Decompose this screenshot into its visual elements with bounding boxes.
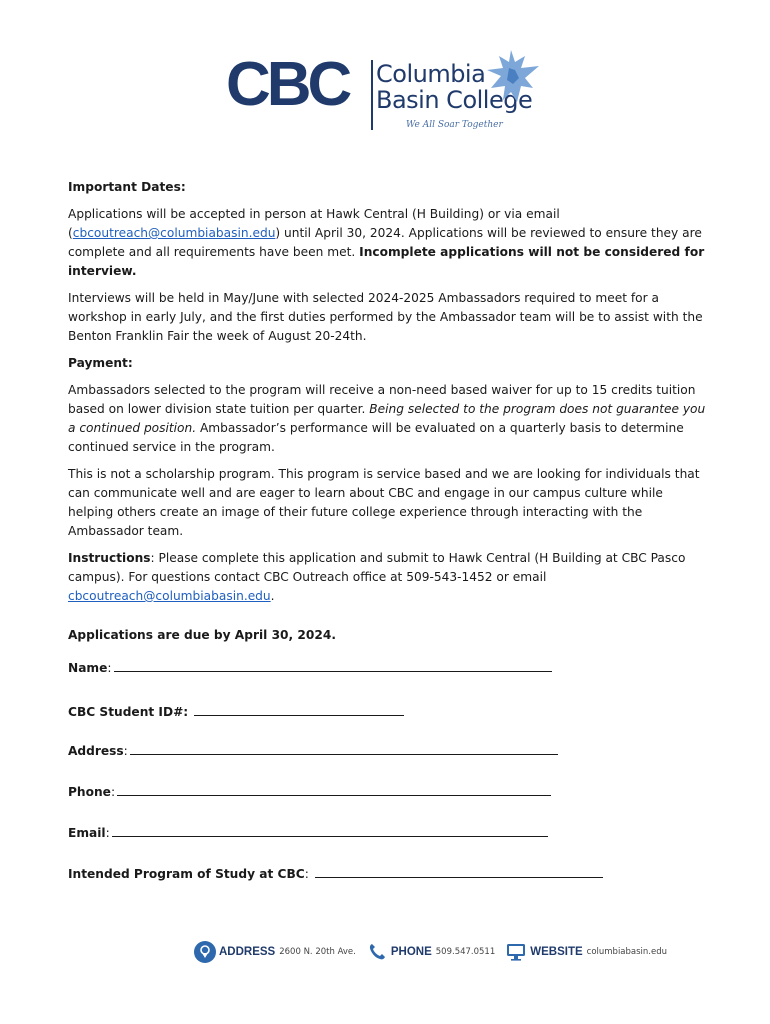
- footer-contact-bar: [194, 940, 677, 964]
- important-dates-paragraph-1: [68, 205, 708, 281]
- payment-heading: Payment:: [68, 356, 133, 370]
- colon: :: [110, 785, 116, 799]
- hawk-icon: [481, 48, 543, 118]
- colon: :: [304, 867, 309, 881]
- name-label: Name: [68, 661, 108, 675]
- incomplete-warning: Incomplete applications will not be considered for interview.: [68, 245, 705, 278]
- logo-name-line1: Columbia: [376, 60, 486, 88]
- footer-website-value[interactable]: columbiabasin.edu: [586, 947, 668, 957]
- footer-address-label: ADDRESS: [219, 946, 276, 958]
- student-id-input-line[interactable]: [194, 703, 404, 716]
- text-segment: .: [270, 589, 275, 603]
- footer-phone-value: 509.547.0511: [435, 947, 496, 957]
- text-segment: ) until April 30, 2024. Applications will be reviewed to ensure they are complete and all requirements have been met.: [68, 226, 702, 259]
- program-field: [68, 865, 603, 881]
- body-content: [68, 178, 708, 645]
- footer-phone-label: PHONE: [390, 946, 432, 958]
- logo-divider: [371, 60, 373, 130]
- location-pin-icon: [194, 941, 216, 963]
- student-id-label: CBC Student ID#:: [68, 705, 189, 719]
- logo-tagline: We All Soar Together: [406, 120, 503, 130]
- text-segment: : Please complete this application and submit to Hawk Central (H Building at CBC Pasco campus). For questions contact CBC Outreach office at 509-543-1452 or email: [68, 551, 686, 584]
- colon: :: [107, 661, 112, 675]
- email-label: Email: [68, 826, 106, 840]
- email-input-line[interactable]: [112, 824, 548, 837]
- logo-abbr: CBC: [226, 50, 349, 119]
- payment-paragraph-2: This is not a scholarship program. This program is service based and we are looking for individuals that can communicate well and are eager to learn about CBC and engage in our campus culture while helping others create an image of their future college experience through interacting with the Ambassador team.: [68, 467, 700, 538]
- instructions-paragraph: [68, 549, 708, 606]
- payment-paragraph-1: [68, 381, 708, 457]
- monitor-icon: [505, 941, 527, 963]
- address-label: Address: [68, 744, 124, 758]
- phone-label: Phone: [68, 785, 111, 799]
- program-label: Intended Program of Study at CBC: [68, 867, 305, 881]
- italic-note: Being selected to the program does not guarantee you a continued position.: [68, 402, 706, 435]
- colon: :: [105, 826, 110, 840]
- text-segment: Ambassadors selected to the program will receive a non-need based waiver for up to 15 credits tuition based on lower division state tuition per quarter.: [68, 383, 696, 416]
- text-segment: Applications will be accepted in person at Hawk Central (H Building) or via email (: [68, 207, 560, 240]
- instructions-label: Instructions: [68, 551, 151, 565]
- outreach-email-link[interactable]: cbcoutreach@columbiabasin.edu: [72, 226, 276, 240]
- instructions-email-link[interactable]: cbcoutreach@columbiabasin.edu: [68, 589, 271, 603]
- text-segment: Ambassador’s performance will be evaluated on a quarterly basis to determine continued service in the program.: [68, 421, 684, 454]
- name-input-line[interactable]: [114, 659, 552, 672]
- program-input-line[interactable]: [315, 865, 603, 878]
- footer-website-label: WEBSITE: [530, 946, 583, 958]
- address-input-line[interactable]: [130, 742, 558, 755]
- logo-name-line2: Basin College: [376, 86, 533, 114]
- phone-icon: [366, 941, 388, 963]
- phone-field: [68, 783, 551, 799]
- cbc-logo: [226, 48, 556, 138]
- due-date-notice: Applications are due by April 30, 2024.: [68, 628, 336, 642]
- student-id-field: [68, 703, 404, 719]
- footer-address-value: 2600 N. 20th Ave.: [279, 947, 356, 957]
- phone-input-line[interactable]: [117, 783, 551, 796]
- colon: :: [123, 744, 128, 758]
- email-field: [68, 824, 548, 840]
- address-field: [68, 742, 558, 758]
- important-dates-paragraph-2: Interviews will be held in May/June with selected 2024-2025 Ambassadors required to meet for a workshop in early July, and the first duties performed by the Ambassador team will be to assist with the Benton Franklin Fair the week of August 20-24th.: [68, 291, 703, 343]
- important-dates-heading: Important Dates:: [68, 180, 186, 194]
- name-field: [68, 659, 552, 675]
